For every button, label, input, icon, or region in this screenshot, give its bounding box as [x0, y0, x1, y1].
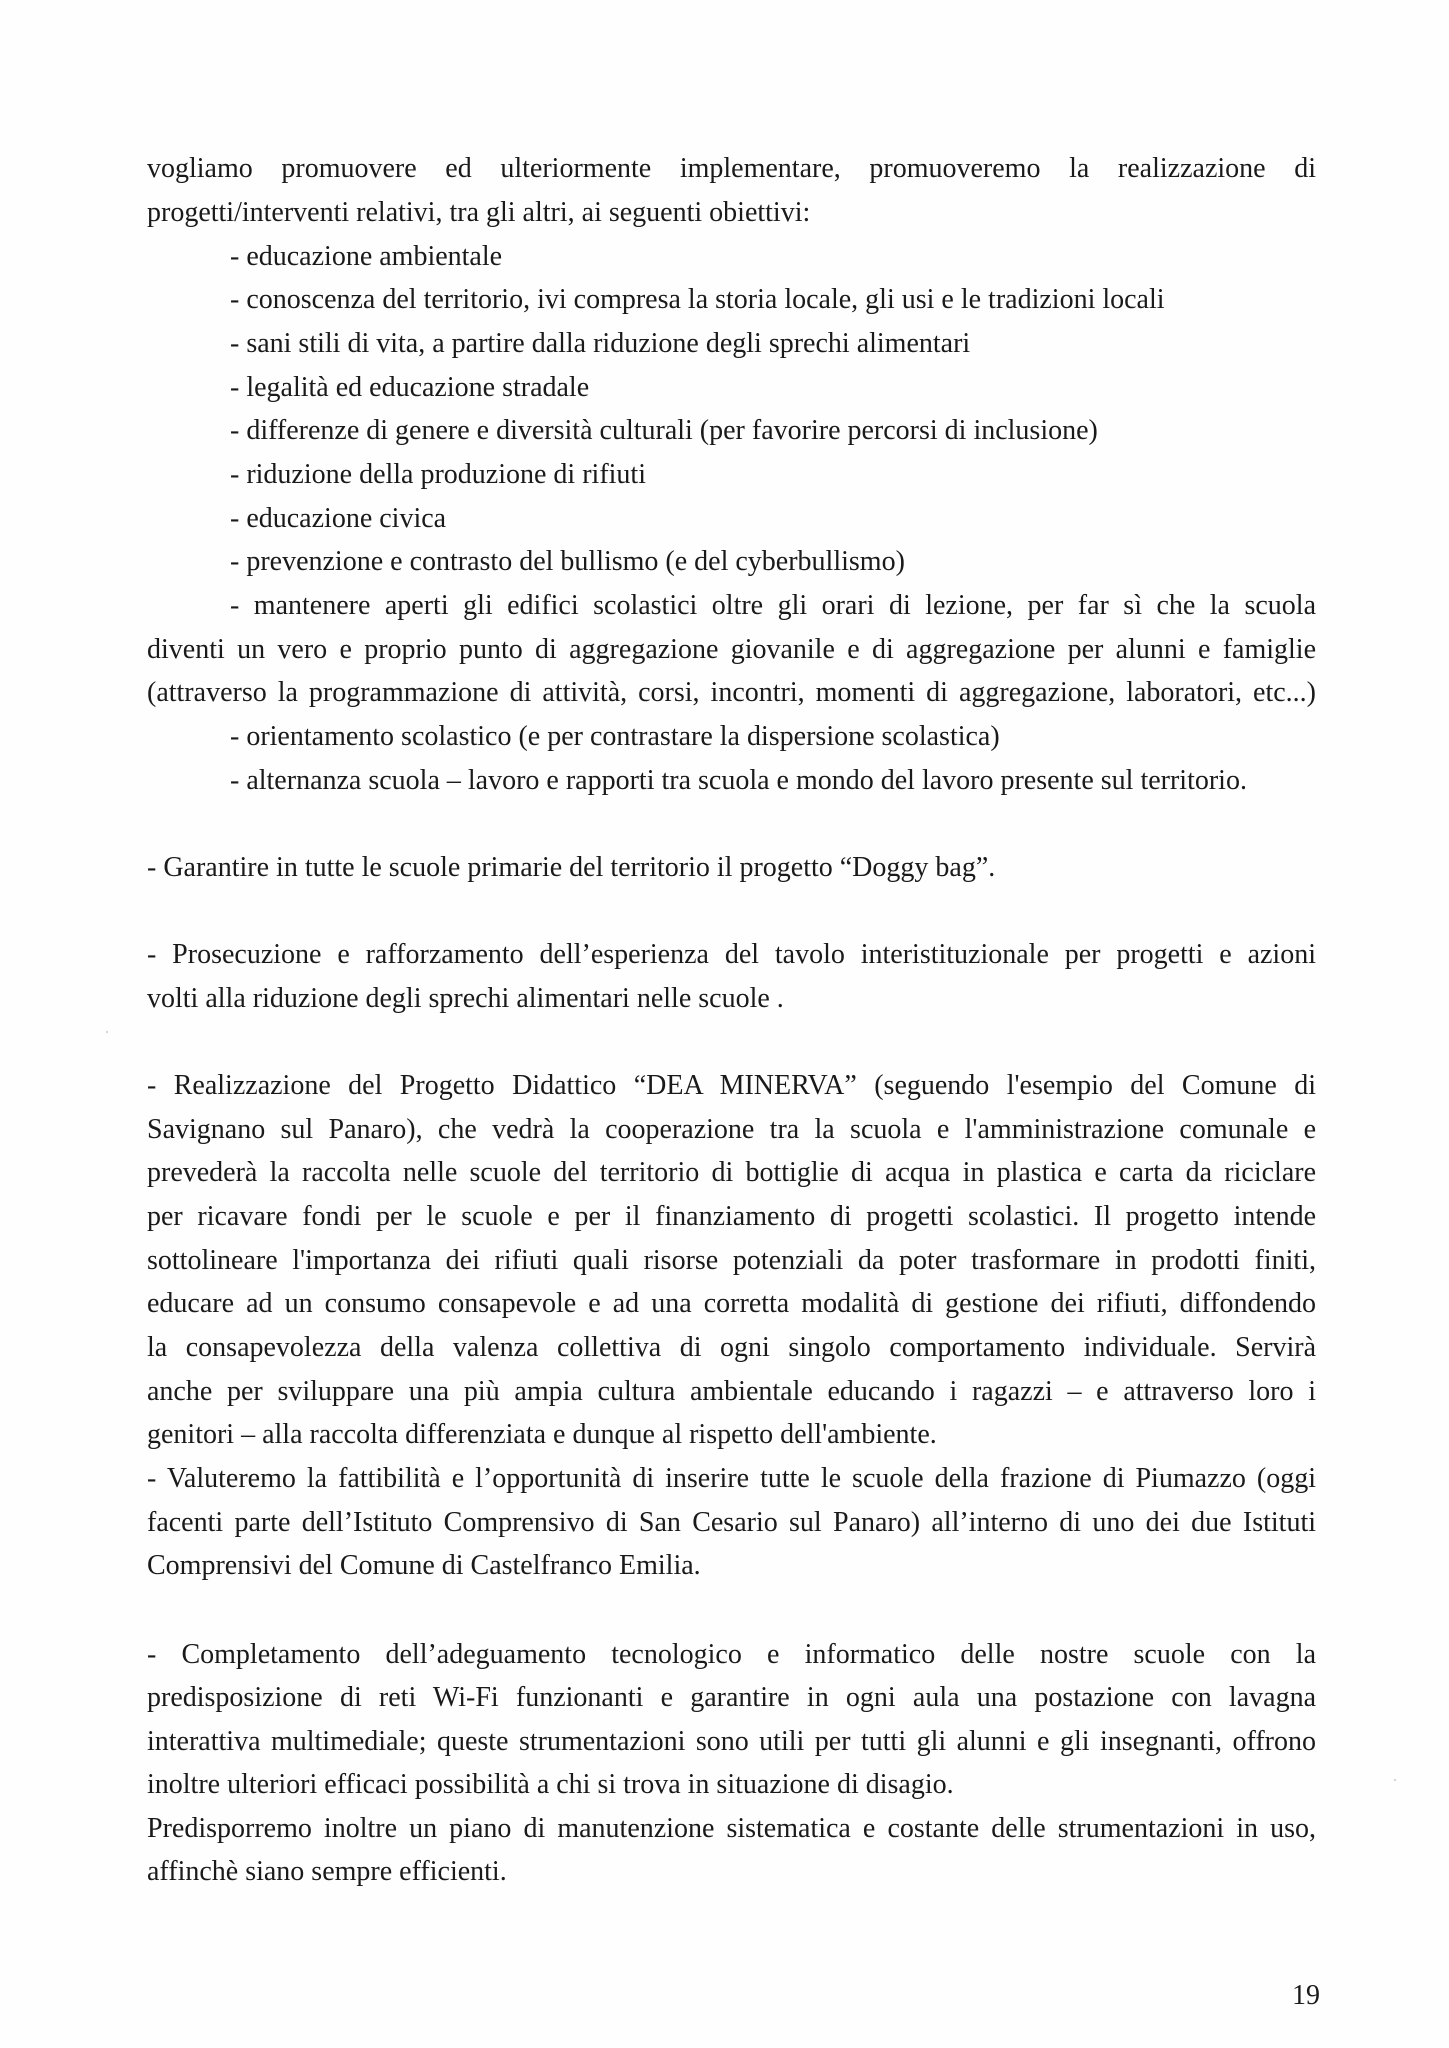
list-item: - prevenzione e contrasto del bullismo (e del cyberbullismo) [230, 546, 905, 577]
paragraph-manutenzione: Predisporremo inoltre un piano di manutenzione sistematica e costante delle strumentazioni in uso, [147, 1813, 1316, 1844]
list-item: - alternanza scuola – lavoro e rapporti tra scuola e mondo del lavoro presente sul territorio. [230, 765, 1247, 796]
list-item: - riduzione della produzione di rifiuti [230, 459, 646, 490]
list-item: - mantenere aperti gli edifici scolastici oltre gli orari di lezione, per far sì che la scuola [230, 590, 1316, 621]
paragraph-dea-minerva: - Realizzazione del Progetto Didattico “DEA MINERVA” (seguendo l'esempio del Comune di [147, 1070, 1316, 1101]
text-line: per ricavare fondi per le scuole e per il finanziamento di progetti scolastici. Il progetto intende [147, 1201, 1316, 1232]
page-number: 19 [1292, 1980, 1320, 2011]
text-line: interattiva multimediale; queste strumentazioni sono utili per tutti gli alunni e gli insegnanti, offrono [147, 1726, 1316, 1757]
text-line: Savignano sul Panaro), che vedrà la cooperazione tra la scuola e l'amministrazione comunale e [147, 1114, 1316, 1145]
paragraph-tavolo: - Prosecuzione e rafforzamento dell’esperienza del tavolo interistituzionale per progetti e azioni [147, 939, 1316, 970]
scan-speck [106, 1031, 108, 1033]
list-item: - differenze di genere e diversità culturali (per favorire percorsi di inclusione) [230, 415, 1098, 446]
text-line: facenti parte dell’Istituto Comprensivo di San Cesario sul Panaro) all’interno di uno dei due Istituti [147, 1507, 1316, 1538]
paragraph-piumazzo: - Valuteremo la fattibilità e l’opportunità di inserire tutte le scuole della frazione di Piumazzo (oggi [147, 1463, 1316, 1494]
text-line: (attraverso la programmazione di attività, corsi, incontri, momenti di aggregazione, laboratori, etc...) [147, 677, 1316, 708]
text-line: progetti/interventi relativi, tra gli altri, ai seguenti obiettivi: [147, 197, 811, 228]
text-line: diventi un vero e proprio punto di aggregazione giovanile e di aggregazione per alunni e famiglie [147, 634, 1316, 665]
paragraph-adeguamento-tecnologico: - Completamento dell’adeguamento tecnologico e informatico delle nostre scuole con la [147, 1639, 1316, 1670]
list-item: - orientamento scolastico (e per contrastare la dispersione scolastica) [230, 721, 1000, 752]
text-line: predisposizione di reti Wi-Fi funzionanti e garantire in ogni aula una postazione con lavagna [147, 1682, 1316, 1713]
list-item: - educazione ambientale [230, 241, 503, 272]
text-line: genitori – alla raccolta differenziata e dunque al rispetto dell'ambiente. [147, 1419, 937, 1450]
list-item: - conoscenza del territorio, ivi compresa la storia locale, gli usi e le tradizioni locali [230, 284, 1165, 315]
list-item: - sani stili di vita, a partire dalla riduzione degli sprechi alimentari [230, 328, 971, 359]
text-line: prevederà la raccolta nelle scuole del territorio di bottiglie di acqua in plastica e carta da riciclare [147, 1157, 1316, 1188]
text-line: inoltre ulteriori efficaci possibilità a chi si trova in situazione di disagio. [147, 1769, 954, 1800]
list-item: - legalità ed educazione stradale [230, 372, 590, 403]
text-line: educare ad un consumo consapevole e ad una corretta modalità di gestione dei rifiuti, diffondendo [147, 1288, 1316, 1319]
text-line: Comprensivi del Comune di Castelfranco Emilia. [147, 1550, 701, 1581]
list-item: - educazione civica [230, 503, 447, 534]
text-line: sottolineare l'importanza dei rifiuti quali risorse potenziali da poter trasformare in prodotti finiti, [147, 1245, 1316, 1276]
text-line: volti alla riduzione degli sprechi alimentari nelle scuole . [147, 983, 784, 1014]
text-line: la consapevolezza della valenza collettiva di ogni singolo comportamento individuale. Servirà [147, 1332, 1316, 1363]
text-line: affinchè siano sempre efficienti. [147, 1856, 507, 1887]
text-line: anche per sviluppare una più ampia cultura ambientale educando i ragazzi – e attraverso loro i [147, 1376, 1316, 1407]
text-line: vogliamo promuovere ed ulteriormente implementare, promuoveremo la realizzazione di [147, 153, 1316, 184]
scan-speck [1394, 1779, 1396, 1781]
paragraph-doggy-bag: - Garantire in tutte le scuole primarie del territorio il progetto “Doggy bag”. [147, 852, 996, 883]
